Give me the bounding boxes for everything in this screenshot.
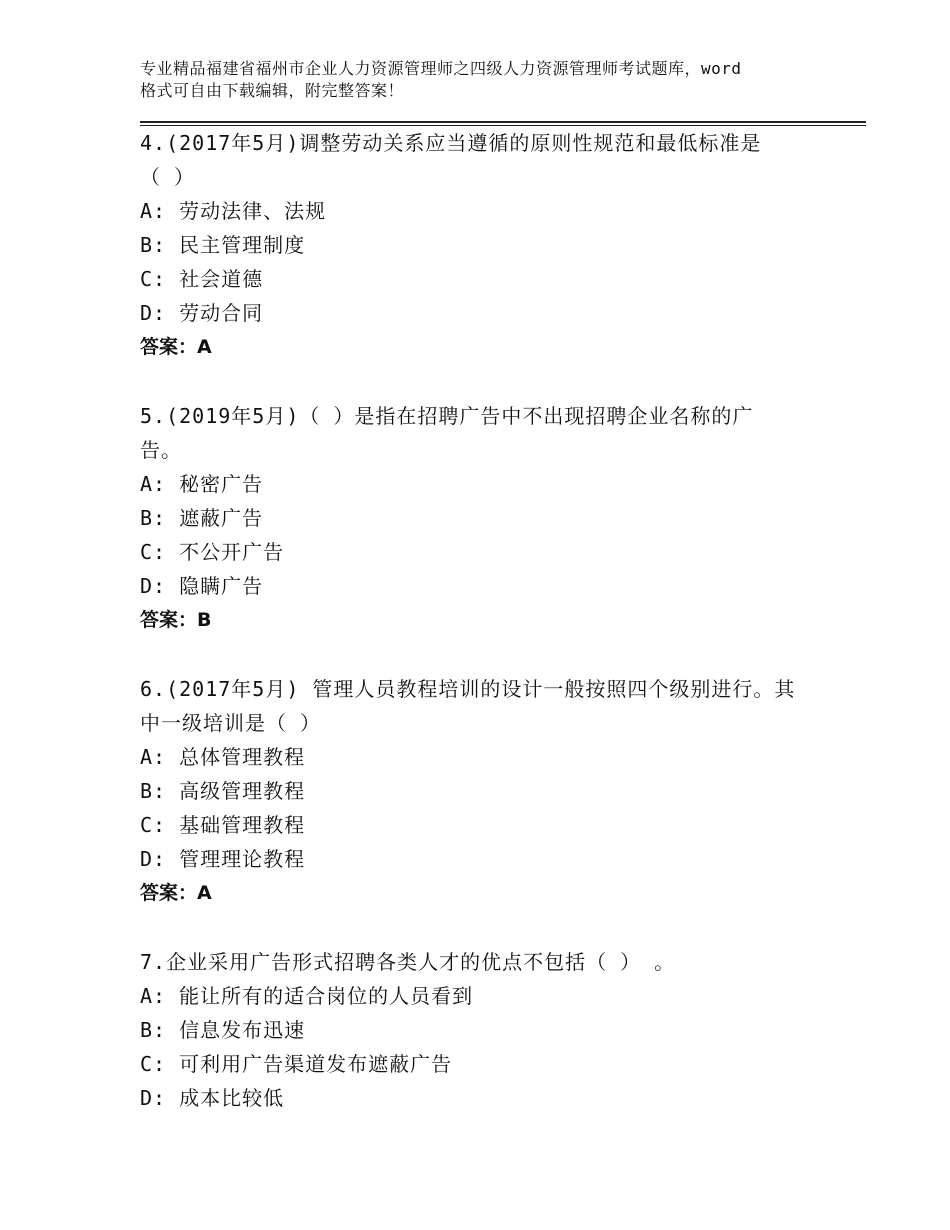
option-b: B: 信息发布迅速	[140, 1018, 306, 1042]
option-d: D: 成本比较低	[140, 1086, 285, 1110]
question-stem: 4.(2017年5月)调整劳动关系应当遵循的原则性规范和最低标准是	[140, 131, 762, 155]
question-stem-cont: 告。	[140, 438, 182, 462]
option-c: C: 社会道德	[140, 267, 264, 291]
question-stem: 5.(2019年5月)（ ）是指在招聘广告中不出现招聘企业名称的广	[140, 404, 754, 428]
header-line-1: 专业精品福建省福州市企业人力资源管理师之四级人力资源管理师考试题库，word	[140, 59, 742, 78]
question-stem-cont: （ ）	[140, 165, 196, 189]
question-4	[140, 126, 820, 364]
header-divider-thick	[140, 121, 866, 123]
answer-label: 答案：A	[140, 336, 212, 358]
question-5	[140, 399, 820, 637]
question-6	[140, 672, 820, 910]
option-b: B: 民主管理制度	[140, 233, 306, 257]
question-stem: 7.企业采用广告形式招聘各类人才的优点不包括（ ） 。	[140, 950, 676, 974]
option-a: A: 劳动法律、法规	[140, 199, 327, 223]
question-stem-cont: 中一级培训是（ ）	[140, 711, 322, 735]
document-header	[140, 58, 840, 102]
question-7	[140, 945, 820, 1115]
answer-label: 答案：A	[140, 882, 212, 904]
option-d: D: 管理理论教程	[140, 847, 306, 871]
question-stem: 6.(2017年5月) 管理人员教程培训的设计一般按照四个级别进行。其	[140, 677, 796, 701]
option-c: C: 基础管理教程	[140, 813, 306, 837]
header-line-2: 格式可自由下载编辑，附完整答案！	[140, 81, 405, 100]
option-d: D: 劳动合同	[140, 301, 264, 325]
option-c: C: 可利用广告渠道发布遮蔽广告	[140, 1052, 453, 1076]
option-c: C: 不公开广告	[140, 540, 285, 564]
option-a: A: 总体管理教程	[140, 745, 306, 769]
option-a: A: 秘密广告	[140, 472, 264, 496]
option-b: B: 遮蔽广告	[140, 506, 264, 530]
answer-label: 答案：B	[140, 609, 212, 631]
option-a: A: 能让所有的适合岗位的人员看到	[140, 984, 474, 1008]
option-b: B: 高级管理教程	[140, 779, 306, 803]
option-d: D: 隐瞒广告	[140, 574, 264, 598]
